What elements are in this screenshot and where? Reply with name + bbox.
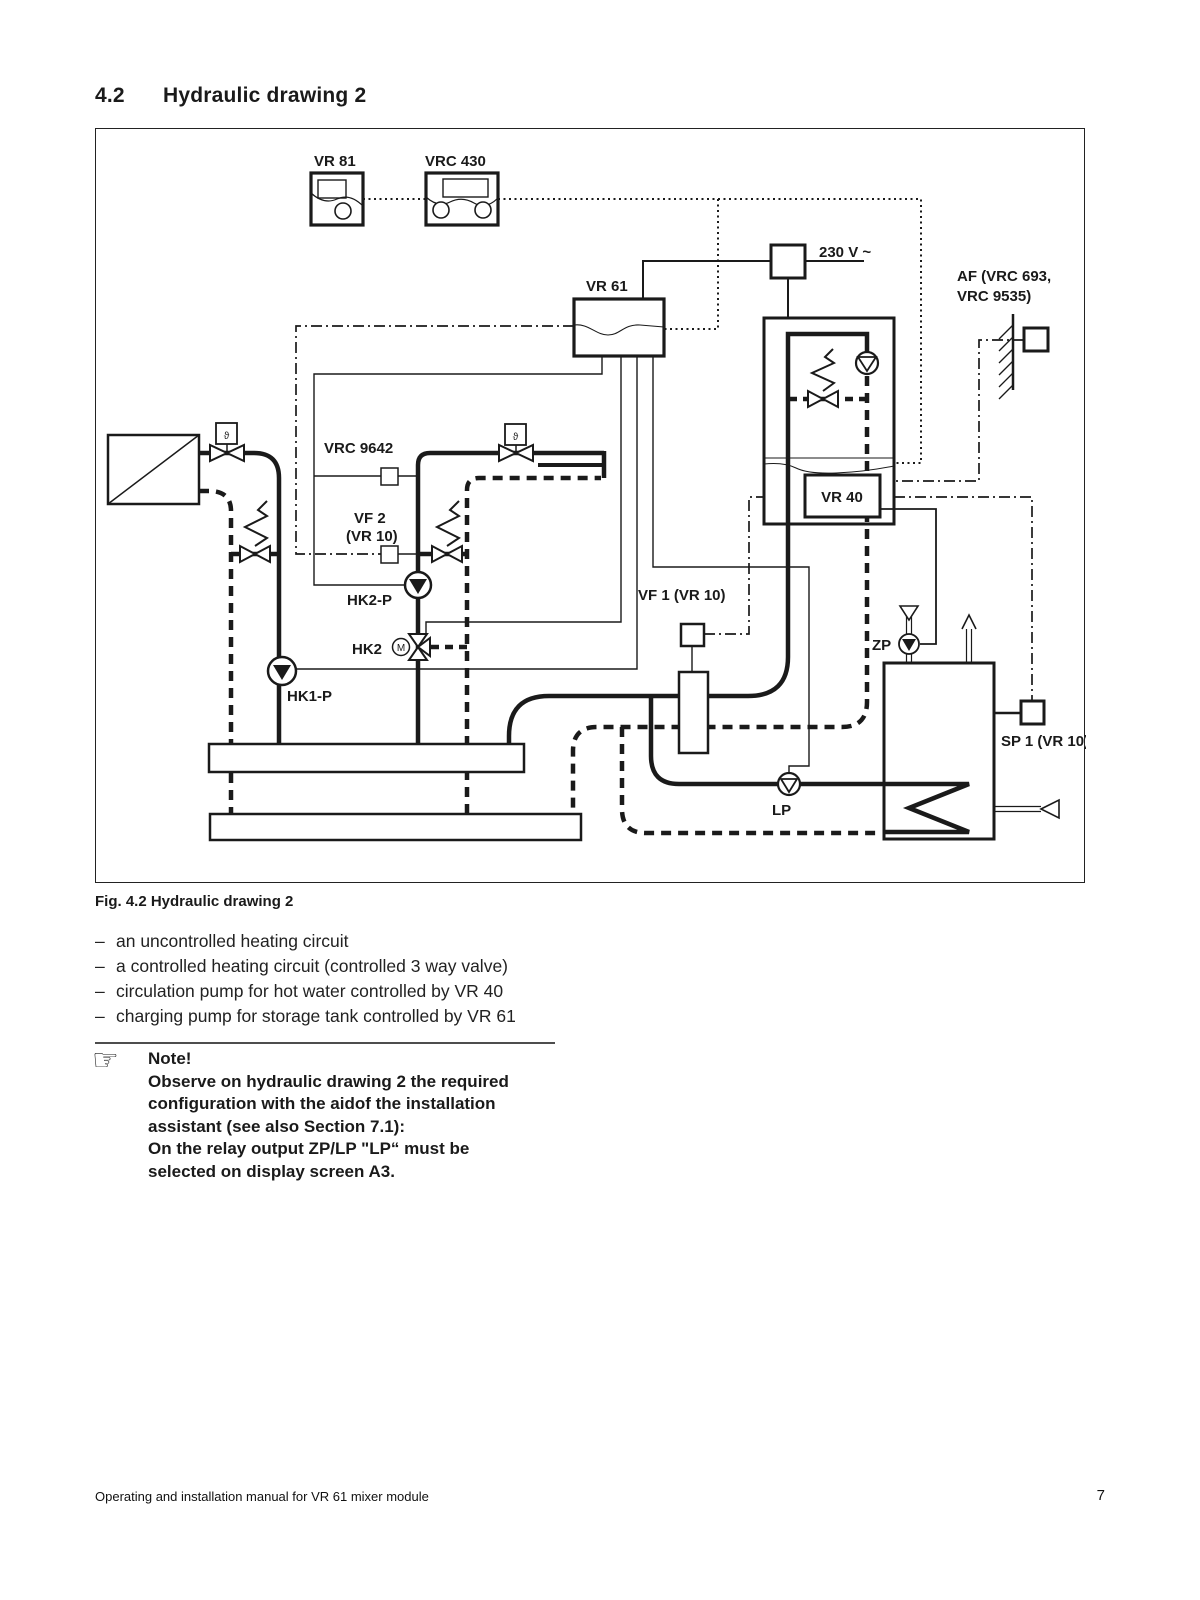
hk1-pump-icon bbox=[268, 657, 296, 685]
zp-label: ZP bbox=[872, 637, 892, 654]
sensor-vf1 bbox=[681, 624, 704, 646]
note-line: Observe on hydraulic drawing 2 the required bbox=[148, 1071, 509, 1091]
hot-water-outlet-icon bbox=[962, 615, 976, 663]
boiler-mixing-valve-icon bbox=[808, 349, 838, 407]
section-heading bbox=[95, 84, 366, 108]
list-item-text: circulation pump for hot water controlled by VR 40 bbox=[116, 981, 504, 1001]
figure-caption: Fig. 4.2 Hydraulic drawing 2 bbox=[95, 893, 294, 910]
hk2-pump-icon bbox=[405, 572, 431, 598]
sensor-vrc9642 bbox=[381, 468, 398, 485]
manifold-lower bbox=[210, 814, 581, 840]
tap-outlet-icon bbox=[994, 800, 1059, 818]
manifold-upper bbox=[209, 744, 524, 772]
mains-label: 230 V ~ bbox=[819, 244, 872, 261]
bullet-dash: – bbox=[95, 1006, 105, 1026]
thermo-glyph-1: ϑ bbox=[223, 431, 230, 442]
thermo-glyph-2: ϑ bbox=[512, 432, 519, 443]
vf2-label-line1: VF 2 bbox=[354, 510, 386, 527]
outdoor-sensor-af bbox=[999, 314, 1048, 399]
vrc430-dial-left-icon bbox=[433, 202, 449, 218]
mains-230v-box bbox=[771, 245, 805, 278]
sp1-label: SP 1 (VR 10) bbox=[1001, 733, 1086, 750]
supply-pipes bbox=[199, 334, 884, 784]
lp-label: LP bbox=[772, 802, 792, 819]
list-item bbox=[95, 929, 516, 954]
vr61-module bbox=[574, 299, 664, 356]
bullet-dash: – bbox=[95, 981, 105, 1001]
note-block bbox=[148, 1048, 548, 1184]
mixer-motor-label: M bbox=[396, 643, 406, 654]
vf2-label-line2: (VR 10) bbox=[346, 528, 398, 545]
note-line: configuration with the aidof the installation bbox=[148, 1094, 496, 1114]
note-title: Note! bbox=[148, 1049, 192, 1068]
page-number: 7 bbox=[1096, 1487, 1105, 1504]
pointing-hand-icon: ☞ bbox=[92, 1044, 119, 1077]
vr61-label: VR 61 bbox=[586, 278, 628, 295]
vr40-module bbox=[805, 475, 880, 517]
list-item bbox=[95, 954, 516, 979]
sensor-sp1 bbox=[994, 701, 1044, 724]
list-item-text: charging pump for storage tank controlled by VR 61 bbox=[116, 1006, 516, 1026]
vrc430-label: VRC 430 bbox=[425, 153, 486, 170]
af-label-line1: AF (VRC 693, bbox=[957, 268, 1052, 285]
list-item-text: a controlled heating circuit (controlled 3 way valve) bbox=[116, 956, 508, 976]
feature-list bbox=[95, 929, 516, 1029]
vr81-label: VR 81 bbox=[314, 153, 356, 170]
vr40-zp-wire bbox=[880, 509, 936, 644]
vrc9642-label: VRC 9642 bbox=[324, 440, 394, 457]
note-line: selected on display screen A3. bbox=[148, 1161, 395, 1181]
note-line: assistant (see also Section 7.1): bbox=[148, 1116, 405, 1136]
vr81-dial-icon bbox=[335, 203, 351, 219]
mains-wiring bbox=[643, 261, 864, 318]
vent-funnel-icon bbox=[900, 606, 918, 620]
sensor-vf2 bbox=[381, 546, 398, 563]
vr40-label: VR 40 bbox=[821, 489, 863, 506]
note-divider bbox=[95, 1042, 555, 1044]
footer-text: Operating and installation manual for VR 61 mixer module bbox=[95, 1489, 429, 1504]
vf1-pocket bbox=[679, 672, 708, 753]
zp-pump bbox=[899, 606, 919, 663]
af-label-line2: VRC 9535) bbox=[957, 288, 1032, 305]
wall-hatch bbox=[999, 325, 1013, 399]
thermostat-valve-1 bbox=[210, 423, 244, 461]
hk2-label: HK2 bbox=[352, 641, 383, 658]
hydraulic-diagram bbox=[96, 129, 1086, 881]
vf1-label: VF 1 (VR 10) bbox=[638, 587, 726, 604]
hydraulic-diagram-figure bbox=[95, 128, 1085, 883]
hk2p-label: HK2-P bbox=[347, 592, 393, 609]
control-lines bbox=[296, 356, 809, 773]
vrc430-controller bbox=[426, 173, 498, 225]
list-item-text: an uncontrolled heating circuit bbox=[116, 931, 349, 951]
section-number: 4.2 bbox=[95, 84, 125, 107]
hk1p-label: HK1-P bbox=[287, 688, 333, 705]
list-item bbox=[95, 1004, 516, 1029]
section-title: Hydraulic drawing 2 bbox=[163, 84, 367, 107]
note-line: On the relay output ZP/LP "LP“ must be bbox=[148, 1139, 470, 1159]
thermostat-valve-2 bbox=[499, 424, 533, 461]
list-item bbox=[95, 979, 516, 1004]
vrc430-dial-right-icon bbox=[475, 202, 491, 218]
bullet-dash: – bbox=[95, 931, 105, 951]
lp-pump-icon bbox=[778, 773, 800, 795]
radiator-1 bbox=[108, 435, 199, 504]
bullet-dash: – bbox=[95, 956, 105, 976]
hk2-mixer-valve bbox=[393, 634, 468, 660]
vr81-controller bbox=[311, 173, 363, 225]
